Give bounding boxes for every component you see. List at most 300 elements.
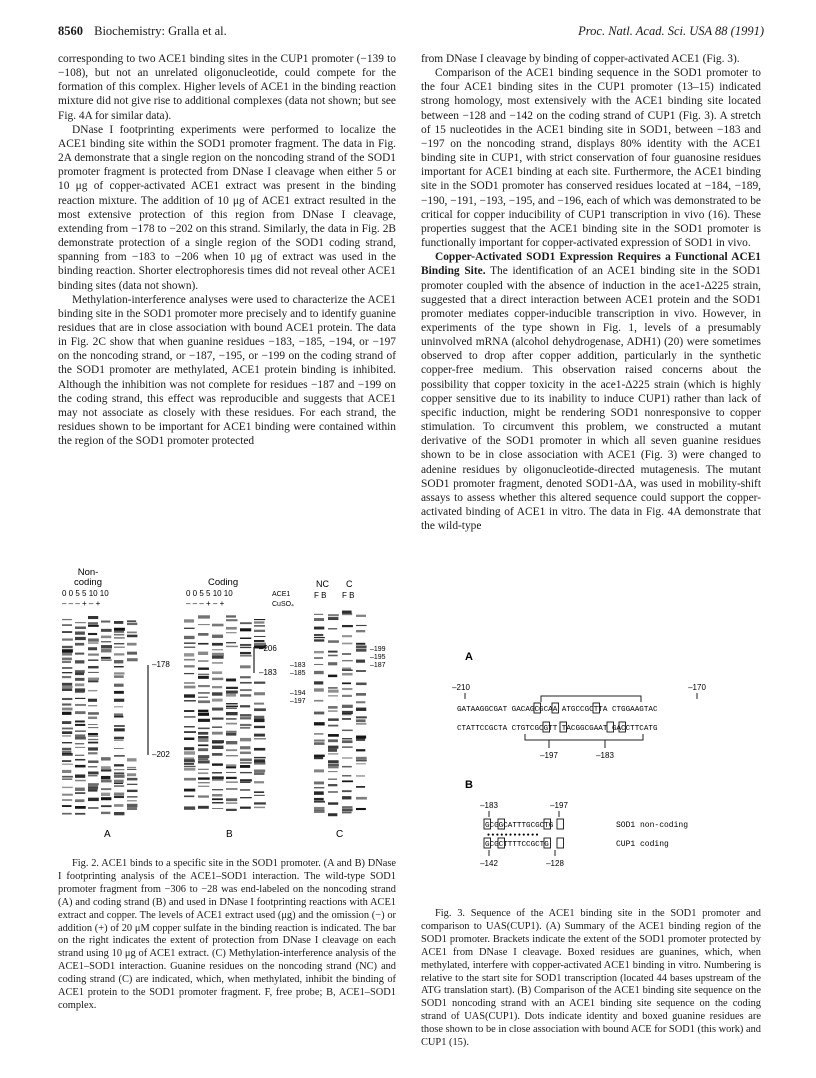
gel-band [342,775,351,776]
panel-c-left-mark: –194 [290,690,306,697]
gel-band [75,637,86,640]
gel-band [342,713,352,715]
gel-band [314,781,324,784]
gel-band [88,680,98,682]
gel-band [184,686,195,689]
gel-band [184,759,195,762]
gel-band [328,766,339,768]
gel-band [356,645,367,648]
gel-band [114,804,123,807]
gel-band [314,755,325,757]
gel-band [75,806,86,809]
gel-band [198,633,208,636]
gel-band [342,740,352,743]
panel-a-title-1: Non- [77,567,99,578]
page-number: 8560 [58,24,83,38]
gel-band [240,665,251,668]
gel-band [240,762,252,764]
gel-band [62,698,72,700]
gel-band [254,757,266,758]
gel-band [328,710,338,712]
gel-band [314,733,323,735]
gel-band [75,711,86,714]
gel-band [62,672,72,673]
gel-band [88,642,99,643]
gel-band [254,630,265,632]
gel-band [314,681,323,684]
gel-band [314,627,324,630]
gel-band [88,647,97,650]
gel-band [226,718,237,720]
gel-band [75,673,84,675]
gel-band [328,655,338,657]
gel-band [114,684,124,687]
panel-c-left-marks [290,662,306,705]
gel-band [114,769,124,770]
gel-band [212,718,224,720]
gel-band [314,639,324,641]
gel-band [75,698,85,699]
gel-band [75,813,85,815]
gel-band [198,685,210,687]
gel-band [62,683,72,686]
gel-band [198,667,209,669]
gel-band [184,747,194,750]
gel-band [212,635,223,638]
paragraph: Methylation-interference analyses were used to characterize the ACE1 binding site in the SOD1 promoter more precisely and to identify guanine residues that are in close association with bound ACE1 protein. The data in Fig. 2C show that when guanine residues −183, −185, −194, or −197 on the noncoding strand, or −187, −195, or −199 on the coding strand of the SOD1 promoter are methylated, ACE1 protein binding is inhibited. Although the inhibition was not complete for residues −187 and −199 on the coding strand, this effect was reproducible and suggests that ACE1 may not associate as closely with these residues. For each strand, the residues shown to be important for ACE1 binding were contained within the region of the SOD1 promoter protected [58,293,396,448]
panel-a-mark-bottom: –202 [152,750,170,759]
gel-band [88,690,97,691]
gel-band [62,778,72,780]
gel-band [88,790,97,792]
caption-text: Fig. 3. Sequence of the ACE1 binding site in the SOD1 promoter and comparison to UAS(CUP1). (A) Summary of the ACE1 binding region of the SOD1 promoter. Brackets indicate the extent of the SOD1 promoter protected by ACE1 from DNase I cleavage. Boxed residues are guanines, which, when methylated, interfere with copper-activated ACE1 binding in vitro. Numbering is relative to the start site for SOD1 transcription (located 44 bases upstream of the ATG translation start). (B) Comparison of the ACE1 binding site sequence on the SOD1 noncoding strand with an ACE1 binding site sequence on the coding strand of UAS(CUP1). Dots indicate identity and boxed guanine residues are those shown to be in close association with bound ACE for SOD1 (this work) and CUP1 (15). [421,908,761,1049]
gel-band [101,641,111,642]
gel-band [184,665,195,667]
gel-band [254,781,264,783]
gel-band [254,762,265,765]
panel-b-ace1-label: ACE1 [272,591,291,598]
fig3-pos-right: –170 [688,683,706,692]
gel-band [127,804,137,807]
gel-band [114,783,123,784]
gel-band [356,649,366,652]
gel-band [240,714,251,716]
gel-band [114,737,124,739]
gel-band [198,739,208,742]
gel-band [114,764,124,766]
gel-band [198,660,209,662]
gel-band [328,779,337,780]
gel-band [254,682,265,684]
gel-band [240,644,251,646]
panel-c-right-mark: –187 [370,662,386,669]
gel-band [240,789,250,790]
gel-band [127,652,137,655]
fig3-cup1-sequence: GCGCTTTTCCGCTG [485,841,549,849]
gel-band [328,734,339,737]
gel-band [114,780,124,783]
gel-band [342,806,352,807]
gel-band [240,807,251,809]
gel-band [328,725,338,727]
panel-a-letter: A [104,829,111,840]
gel-band [184,628,195,629]
gel-band [62,764,73,765]
gel-band [114,660,123,663]
fig3-bottom-sequence: CTATTCCGCTA CTGTCGCGTT TACGGCGAAT GACCTTCATG [457,725,658,733]
gel-band [212,656,224,659]
gel-band [226,619,238,621]
figure-2-gels [58,565,398,845]
gel-band [356,716,367,718]
figure-3-sequence [421,650,761,890]
gel-band [198,782,210,783]
panel-c-left-mark: –185 [290,670,306,677]
gel-band [75,720,85,722]
gel-band [342,812,352,814]
gel-band [198,728,210,730]
gel-band [240,689,252,691]
gel-band [356,757,367,759]
gel-band [226,755,238,756]
gel-band [356,775,365,776]
gel-band [114,699,124,702]
gel-band [240,772,252,773]
gel-band [75,755,84,756]
gel-band [75,730,86,731]
panel-a-lane-copper: – – – + – + [62,599,101,608]
gel-band [127,778,137,781]
gel-band [254,769,265,772]
gel-band [356,763,366,764]
gel-band [114,637,125,638]
gel-band [114,653,124,655]
gel-band [314,618,324,621]
gel-band [88,733,98,735]
gel-band [226,712,238,715]
gel-band [198,700,210,703]
gel-band [62,638,73,640]
gel-band [75,688,85,691]
fig3-cup1-label: CUP1 coding [616,840,669,849]
gel-band [226,615,236,617]
gel-band [356,719,366,722]
gel-band [88,772,99,775]
gel-band [240,779,252,781]
gel-band [101,649,112,652]
gel-band [328,753,338,754]
gel-band [62,805,72,807]
gel-band [212,653,224,656]
gel-band [198,719,210,722]
gel-band [314,810,325,813]
gel-band [240,628,251,631]
gel-band [198,652,208,655]
gel-band [356,786,365,788]
panel-c-nc-lanes: F B [314,591,327,600]
gel-band [198,806,209,809]
figure-2-caption [58,858,396,1013]
gel-band [356,625,367,626]
gel-band [212,686,222,688]
gel-band [240,676,251,678]
gel-band [184,653,194,656]
gel-band [356,693,366,696]
panel-b-mark-top: –206 [259,644,277,653]
panel-a-mark-top: –178 [152,660,170,669]
gel-band [198,674,209,675]
gel-band [328,687,338,688]
gel-band [198,615,210,618]
gel-band [88,724,98,725]
gel-band [212,753,223,756]
gel-band [240,655,252,656]
gel-band [212,643,223,646]
gel-band [254,807,265,809]
gel-band [198,760,210,763]
gel-band [240,797,252,798]
gel-band [240,752,251,754]
gel-band [75,692,85,693]
paragraph: DNase I footprinting experiments were performed to localize the ACE1 binding site within the SOD1 promoter fragment. The data in Fig. 2A demonstrate that a single region on the noncoding strand of the SOD1 promoter fragment is protected from DNase I cleavage when either 5 or 10 μg of copper-activated ACE1 extract was present in the binding reaction mixture. The addition of 10 μg of ACE1 extract resulted in the most extensive protection of this region from DNase I cleavage, extending from −178 to −202 on this strand. Similarly, the data in Fig. 2B demonstrate protection of a single region of the SOD1 coding strand, spanning from −183 to −206 when 10 μg of extract was used in the binding reaction. Shorter electrophoresis times did not reveal other ACE1 binding sites (data not shown). [58,123,396,292]
gel-band [62,658,72,661]
gel-band [127,758,137,761]
gel-band [75,774,85,777]
gel-band [198,713,209,716]
gel-band [198,692,210,693]
gel-band [88,633,97,635]
gel-band [240,652,251,654]
gel-band [226,798,237,801]
gel-band [198,777,210,779]
gel-band [62,712,71,715]
gel-band [356,615,366,617]
gel-band [254,619,265,620]
gel-band [62,794,73,796]
gel-band [198,697,208,698]
gel-band [226,733,236,736]
gel-band [314,712,324,715]
gel-panel-a [62,616,138,815]
gel-band [328,791,338,792]
paragraph: corresponding to two ACE1 binding sites in the CUP1 promoter (−139 to −108), but not an unrelated oligonucleotide, could compete for the formation of this complex. Higher levels of ACE1 in the binding reaction mixture did not give rise to additional complexes (data not shown; but see Fig. 4A for similar data). [58,53,396,122]
gel-band [88,638,99,641]
gel-band [62,813,72,815]
gel-band [356,808,366,810]
gel-band [88,705,97,706]
gel-band [328,617,338,620]
fig3-pos-left: –210 [452,683,470,692]
gel-band [314,757,323,760]
gel-band [328,640,339,643]
gel-band [254,625,265,626]
gel-band [226,767,236,769]
gel-band [226,708,237,709]
gel-band [88,742,98,744]
gel-band [88,727,98,728]
gel-band [62,676,71,678]
gel-band [240,694,251,696]
gel-band [88,747,98,750]
gel-band [226,703,238,704]
gel-band [342,670,353,671]
gel-band [356,708,366,711]
gel-band [127,620,136,621]
gel-band [75,788,85,791]
gel-band [114,643,124,644]
gel-band [127,807,137,810]
gel-band [212,649,223,650]
gel-band [240,746,250,749]
gel-band [212,763,223,765]
gel-band [184,647,195,648]
gel-band [198,795,209,797]
paragraph [421,250,761,533]
paragraph: from DNase I cleavage by binding of copper-activated ACE1 (Fig. 3). [421,53,740,65]
gel-band [114,772,124,774]
gel-band [212,727,222,728]
panel-b-mark-bottom: –183 [259,668,277,677]
fig3-sod1-sequence: GCGGCATTTGCGCTG [485,822,554,830]
gel-band [254,802,266,804]
gel-band [184,751,195,754]
gel-band [314,791,324,794]
gel-band [240,758,252,761]
gel-band [342,730,353,732]
gel-band [254,640,264,642]
gel-band [101,629,112,632]
guanine-box [557,838,564,848]
gel-band [314,651,324,653]
gel-band [75,792,85,793]
gel-band [184,673,194,674]
gel-band [314,769,324,772]
gel-band [62,631,72,633]
gel-band [240,724,251,726]
gel-band [198,676,209,679]
gel-band [342,790,352,792]
gel-band [101,797,111,800]
gel-band [328,802,338,804]
gel-band [62,742,72,743]
gel-band [114,774,125,777]
caption-text: Fig. 2. ACE1 binds to a specific site in the SOD1 promoter. (A and B) DNase I footprinting analysis of the ACE1–SOD1 interaction. The wild-type SOD1 promoter fragment from −306 to −28 was end-labeled on the noncoding strand (A) and coding strand (B) and used in DNase I footprinting reactions with ACE1 extract and copper. The levels of ACE1 extract used (μg) and the omission (−) or addition (+) of 20 μM copper sulfate in the binding reaction is indicated. The bar on the right indicates the extent of protection from DNase I cleavage on each strand using 10 μg of ACE1 extract. (C) Methylation-interference analysis of the ACE1–SOD1 interaction. Guanine residues on the noncoding strand (NC) and coding strand (C) are indicated, which, when methylated, inhibit the binding of ACE1 protein to the SOD1 promoter fragment. F, free probe; B, ACE1–SOD1 complex. [58,858,396,1011]
gel-band [88,699,97,702]
gel-band [226,693,236,696]
gel-band [127,658,138,661]
gel-band [254,621,264,623]
gel-band [356,683,367,686]
gel-band [342,635,352,637]
gel-band [127,796,138,798]
gel-band [127,790,138,792]
gel-band [342,718,351,719]
gel-band [184,694,195,697]
panel-c-left-mark: –183 [290,662,306,669]
gel-band [88,760,98,763]
gel-band [127,632,137,634]
gel-band [240,622,252,624]
gel-band [114,785,124,786]
gel-band [314,787,324,788]
running-header-left [58,24,227,39]
gel-band [314,798,324,801]
running-header-right: Proc. Natl. Acad. Sci. USA 88 (1991) [578,24,764,38]
gel-band [328,718,339,721]
fig3-b-num-128: –128 [546,859,564,868]
fig3-b-num-142: –142 [480,859,498,868]
gel-band [212,624,224,627]
gel-band [101,780,112,783]
paragraph-body: The identification of an ACE1 binding site in the SOD1 promoter coupled with the absence of induction in the ace1-Δ225 strain, suggested that a direct interaction between ACE1 protein and the SOD1 promoter mediates copper-inducible transcription in vivo. However, in experiments of the type shown in Fig. 1, levels of a presumably uninvolved mRNA (alcohol dehydrogenase, ADH1) (20) were sometimes observed to drop after copper addition, particularly in the synthetic copper-free medium. This observation raised concerns about the possibility that copper toxicity in the ace1-Δ225 strain (which is highly copper sensitive due to its inability to induce CUP1) rather than lack of specific induction, might be rendering SOD1 nonresponsive to copper stimulation. To circumvent this problem, we constructed a mutant derivative of the SOD1 promoter in which all seven guanine residues shown to be in close association with ACE1 (Fig. 3) were changed to adenine residues by oligonucleotide-directed mutagenesis. The mutant SOD1 promoter fragment, denoted SOD1-ΔA, was used in mobility-shift assays to assess whether this altered sequence could support the copper-activated binding of ACE1 in vitro. The data in Fig. 4A demonstrate that the wild-type [421,265,761,533]
gel-band [356,759,367,761]
gel-band [184,710,194,712]
gel-band [198,736,208,739]
gel-band [226,802,237,803]
gel-band [184,726,195,727]
gel-band [88,678,99,681]
gel-band [254,748,265,751]
gel-band [356,701,365,703]
gel-band [75,704,86,706]
gel-band [62,753,73,756]
gel-band [328,784,337,786]
gel-band [240,647,251,648]
panel-c-right-marks [370,646,386,669]
gel-band [101,805,112,807]
gel-band [342,796,351,799]
gel-band [114,706,123,707]
gel-band [114,691,124,694]
gel-band [356,670,366,672]
gel-band [114,793,124,796]
gel-band [314,722,325,725]
gel-band [75,737,86,740]
gel-band [212,742,223,743]
gel-band [254,726,265,728]
gel-band [62,708,73,711]
gel-band [184,738,194,740]
gel-band [328,628,337,629]
gel-band [127,623,137,625]
gel-band [62,661,71,663]
gel-band [212,746,223,749]
journal-author-line: Biochemistry: Gralla et al. [94,24,227,38]
gel-band [62,703,71,705]
gel-band [127,800,137,801]
gel-band [212,776,224,779]
gel-band [88,766,97,767]
gel-band [328,760,339,763]
gel-band [184,700,196,701]
gel-band [184,731,196,733]
gel-band [114,739,124,740]
gel-band [62,688,72,691]
gel-band [75,653,84,655]
gel-band [342,747,353,748]
gel-band [226,691,238,694]
gel-band [88,752,98,754]
gel-band [75,734,85,736]
gel-band [328,695,338,696]
gel-band [226,627,237,630]
gel-band [184,682,195,683]
panel-c-c-label: C [346,579,353,589]
gel-band [226,809,237,811]
gel-band [88,659,98,661]
gel-band [198,748,208,751]
gel-band [62,721,71,724]
